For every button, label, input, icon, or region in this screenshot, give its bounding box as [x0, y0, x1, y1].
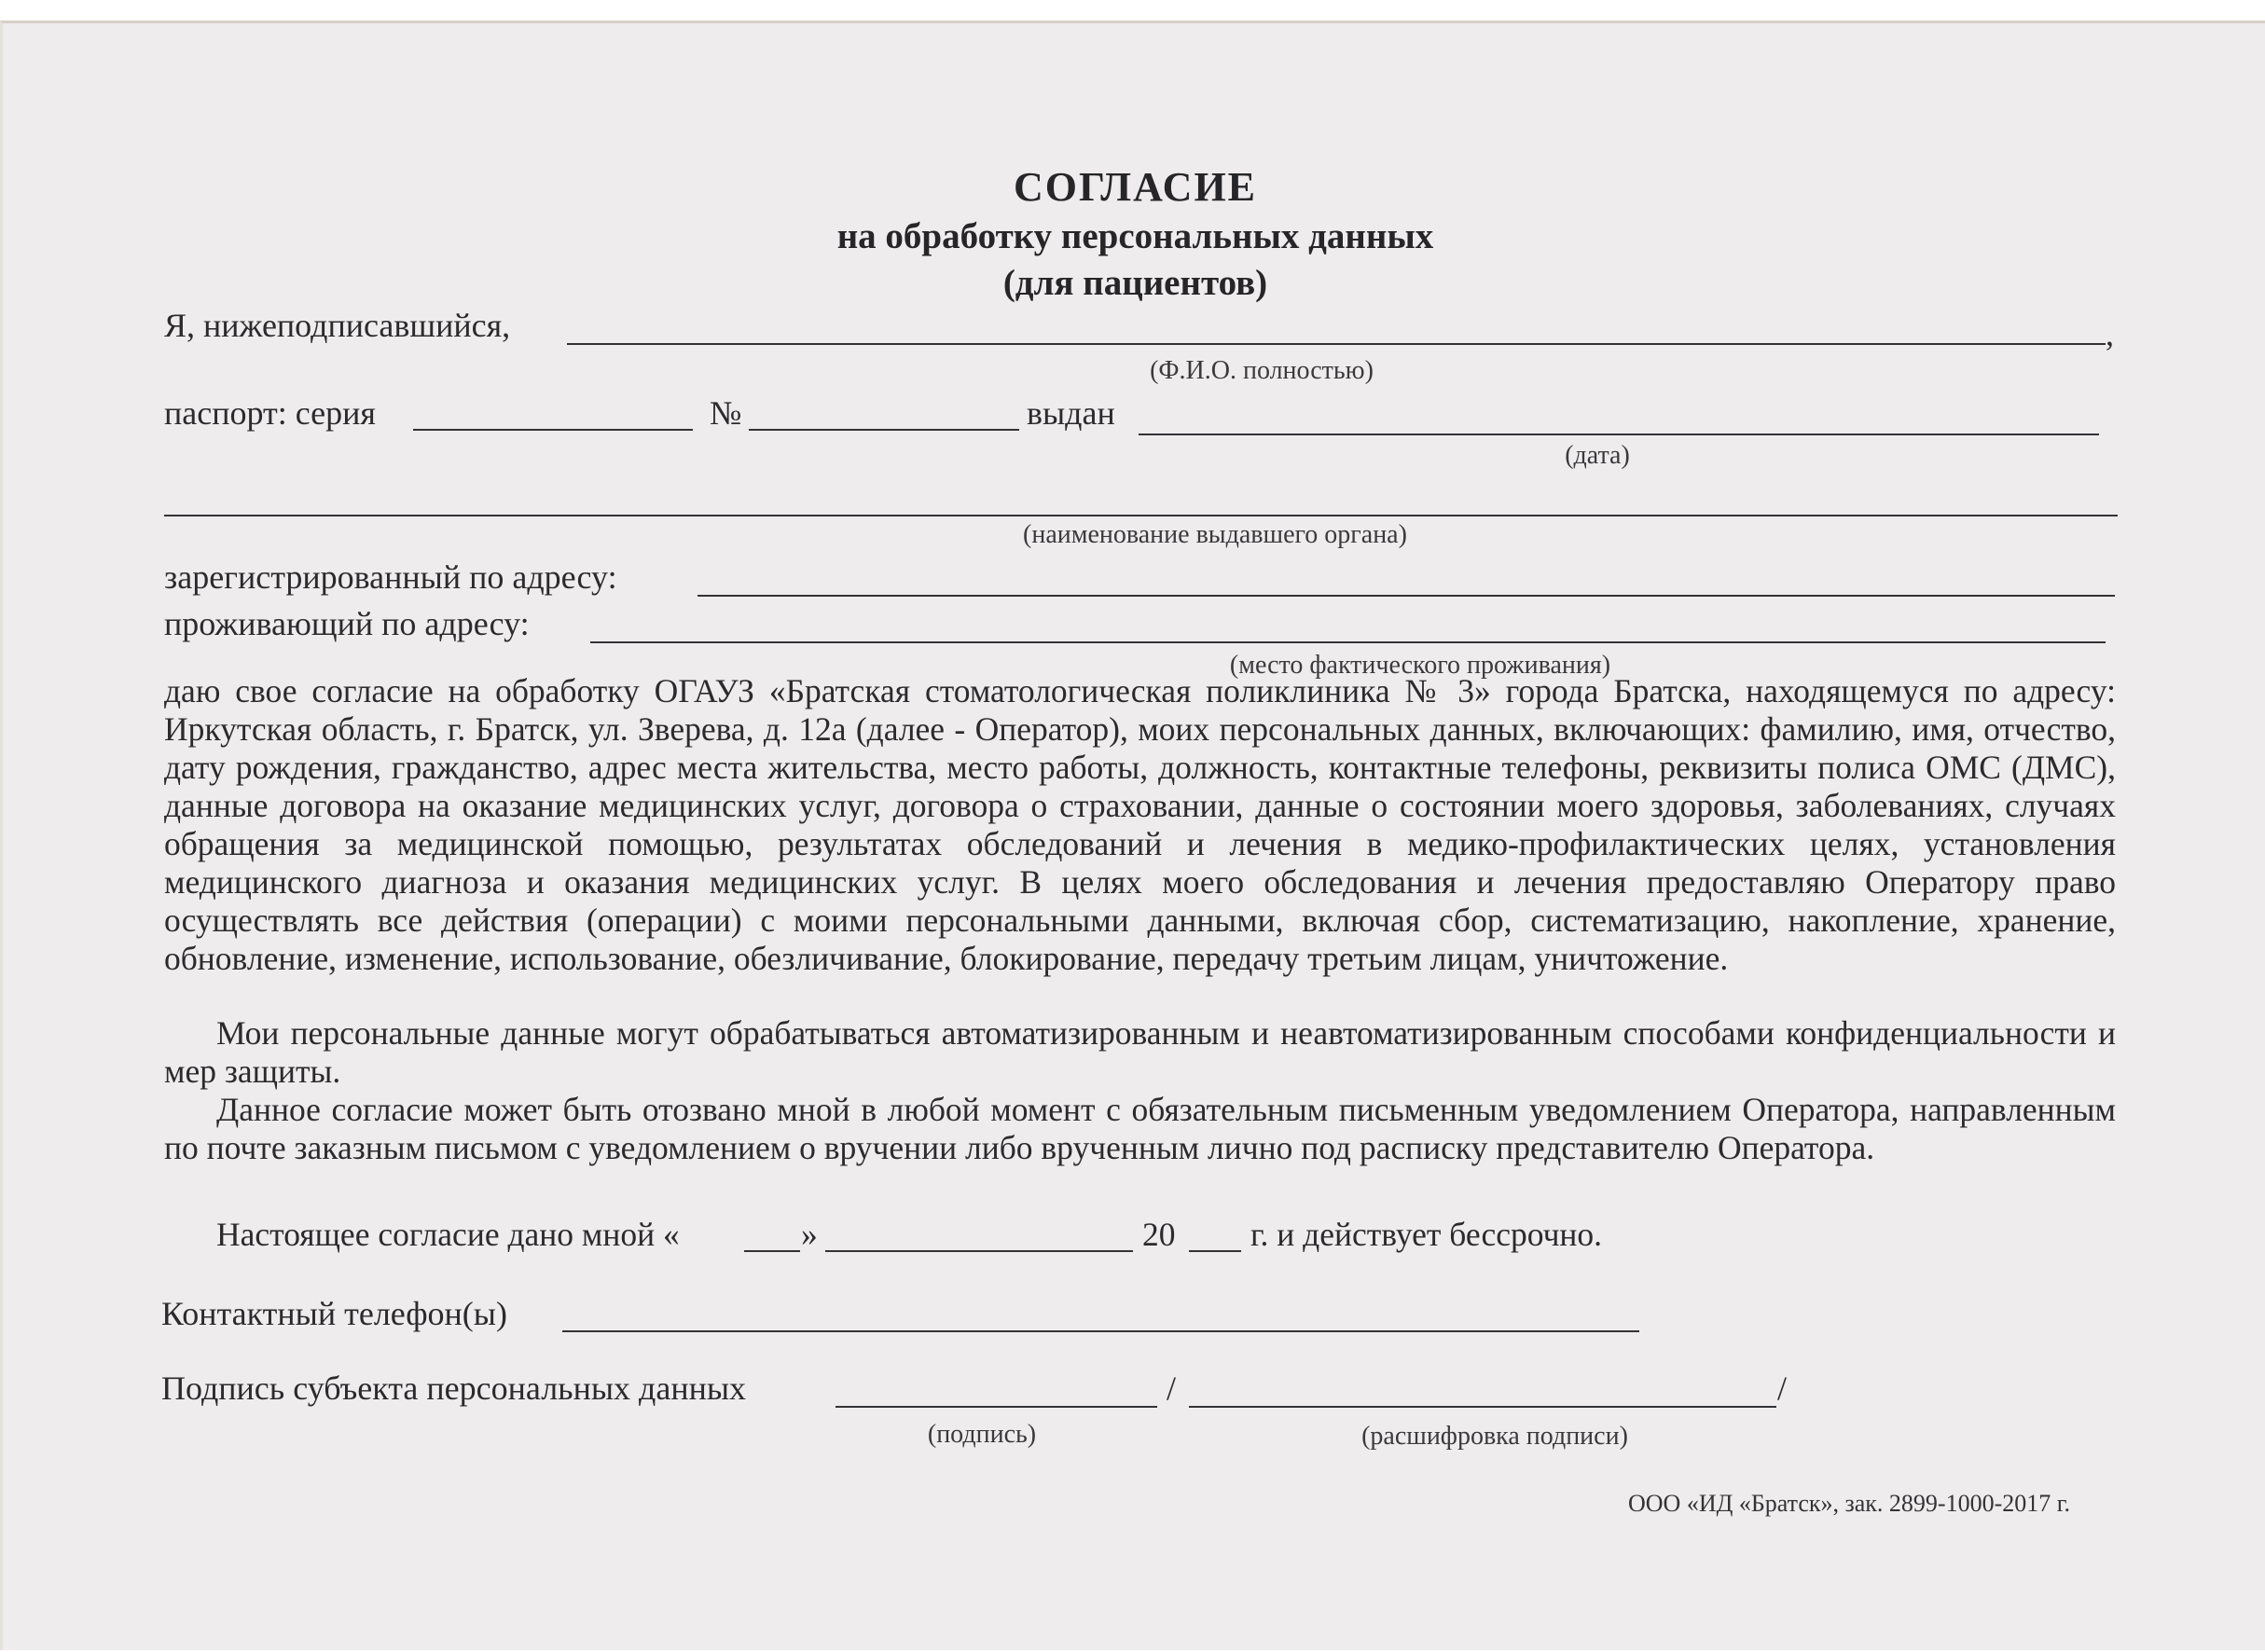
issued-label: выдан — [1027, 394, 1115, 432]
consent-form-sheet — [0, 21, 2265, 1650]
date-year-input-line[interactable] — [1189, 1250, 1241, 1252]
fio-hint: (Ф.И.О. полностью) — [1150, 356, 1374, 385]
date-hint: (дата) — [1565, 441, 1630, 470]
processing-paragraph: Мои персональные данные могут обрабатываться автоматизированным и неавтоматизированным способами конфиденциальности и мер защиты. — [164, 1014, 2116, 1090]
signature-label: Подпись субъекта персональных данных — [161, 1370, 747, 1407]
signature-decoding-input-line[interactable] — [1189, 1406, 1776, 1408]
passport-series-input-line[interactable] — [413, 429, 693, 431]
revocation-paragraph: Данное согласие может быть отозвано мной в любой момент с обязательным письменным уведомлением Оператора, направленным по почте заказным письмом с уведомлением о вручении либо врученным лично под расписку представителю Оператора. — [164, 1091, 2116, 1166]
living-address-input-line[interactable] — [590, 641, 2106, 643]
form-title: СОГЛАСИЕ — [1013, 164, 1258, 210]
consent-paragraph: даю свое согласие на обработку ОГАУЗ «Братская стоматологическая поликлиника № 3» города Братска, находящемуся по адресу: Иркутская область, г. Братск, ул. Зверева, д. 12а (далее - Оператор), моих персональных данных, включающих: фамилию, имя, отчество, дату рождения, гражданство, адрес места жительства, место работы, должность, контактные телефоны, реквизиты полиса ОМС (ДМС), данные договора на оказание медицинских услуг, договора о страховании, данные о состоянии моего здоровья, заболеваниях, случаях обращения за медицинской помощью, результатах обследований и лечения в медико-профилактических целях, установления медицинского диагноза и оказания медицинских услуг. В целях моего обследования и лечения предоставляю Оператору право осуществлять все действия (операции) с моими персональными данными, включая сбор, систематизацию, накопление, хранение, обновление, изменение, использование, обезличивание, блокирование, передачу третьим лицам, уничтожение. — [164, 672, 2116, 977]
fio-input-line[interactable] — [567, 343, 2106, 345]
living-hint: (место фактического проживания) — [1229, 651, 1611, 680]
contact-phone-input-line[interactable] — [562, 1330, 1639, 1332]
contact-phone-label: Контактный телефон(ы) — [161, 1295, 507, 1332]
date-given-prefix: Настоящее согласие дано мной « — [216, 1216, 680, 1253]
signature-input-line[interactable] — [836, 1406, 1157, 1408]
passport-series-label: паспорт: серия — [164, 394, 376, 432]
signature-slash-end: / — [1777, 1370, 1788, 1407]
passport-number-input-line[interactable] — [749, 429, 1019, 431]
authority-hint: (наименование выдавшего органа) — [1023, 520, 1407, 549]
fio-line-comma: , — [2106, 315, 2114, 352]
issuing-authority-input-line[interactable] — [164, 515, 2118, 516]
registered-address-label: зарегистрированный по адресу: — [164, 558, 617, 596]
date-given-suffix: г. и действует бессрочно. — [1250, 1216, 1603, 1253]
signature-slash: / — [1167, 1370, 1177, 1407]
living-address-label: проживающий по адресу: — [164, 605, 530, 642]
signature-hint: (подпись) — [927, 1420, 1037, 1449]
issued-date-input-line[interactable] — [1139, 434, 2099, 435]
passport-number-label: № — [710, 394, 742, 432]
date-year-prefix: 20 — [1142, 1216, 1176, 1253]
undersigned-label: Я, нижеподписавшийся, — [164, 307, 511, 344]
decoding-hint: (расшифровка подписи) — [1361, 1422, 1628, 1451]
printer-imprint: ООО «ИД «Братск», зак. 2899-1000-2017 г. — [1628, 1490, 2070, 1517]
form-subtitle-patients: (для пациентов) — [1002, 263, 1268, 303]
date-month-input-line[interactable] — [825, 1250, 1133, 1252]
registered-address-input-line[interactable] — [697, 595, 2115, 597]
form-subtitle: на обработку персональных данных — [836, 216, 1434, 256]
date-quote-close: » — [801, 1216, 818, 1253]
date-day-input-line[interactable] — [744, 1250, 800, 1252]
